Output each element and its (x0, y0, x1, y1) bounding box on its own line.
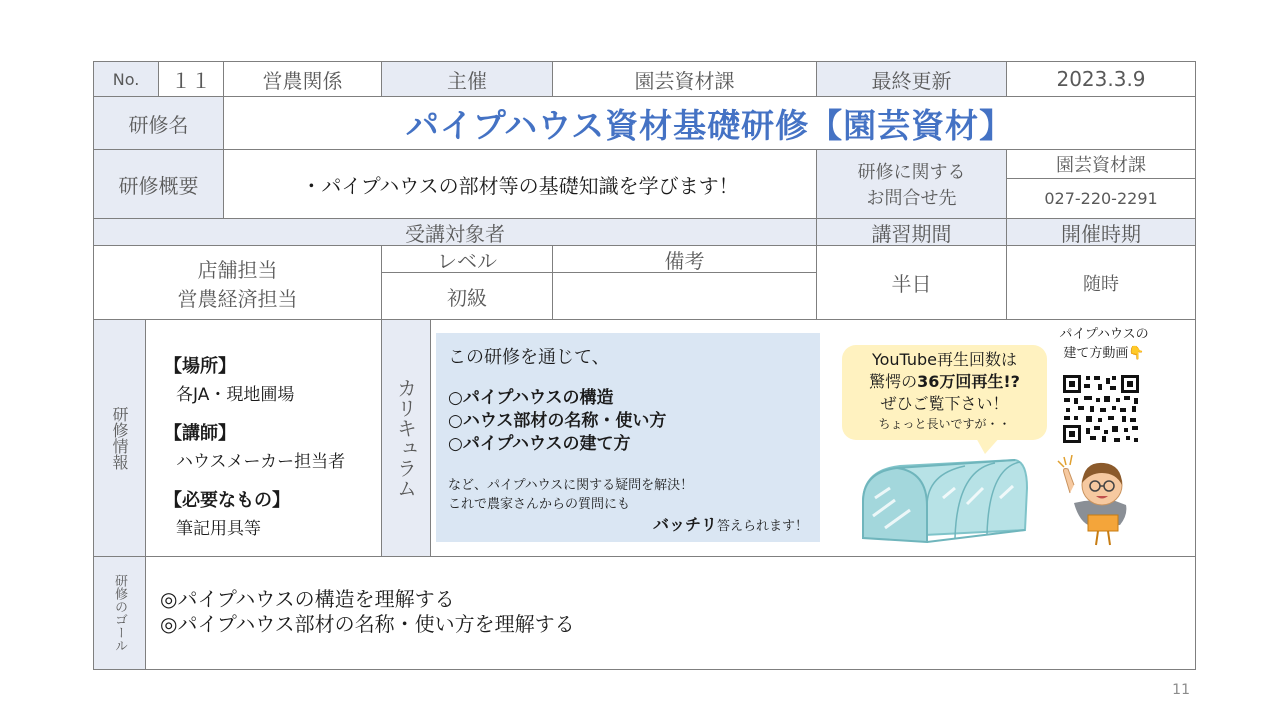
curriculum-point-1: ○パイプハウスの構造 (448, 388, 614, 408)
greenhouse-illustration (855, 458, 1030, 543)
overview-label: 研修概要 (93, 149, 224, 219)
training-name-label: 研修名 (93, 96, 224, 150)
curriculum-note-3-bold: バッチリ (652, 515, 717, 534)
bubble-line2-prefix: 驚愕の (869, 372, 918, 391)
youtube-bubble (842, 345, 1047, 440)
category: 営農関係 (223, 61, 382, 97)
goal-item-1: ◎パイプハウスの構造を理解する (160, 587, 455, 611)
qr-code[interactable] (1062, 374, 1140, 444)
place-value: 各JA・現地圃場 (176, 385, 295, 405)
goal-label: 研修のゴール (112, 574, 127, 652)
period-label: 講習期間 (816, 218, 1007, 246)
info-details (145, 319, 382, 557)
curriculum-point-2: ○ハウス部材の名称・使い方 (448, 411, 667, 431)
contact-label (816, 149, 1007, 219)
curriculum-label: カリキュラム (393, 378, 418, 498)
curriculum-note-1: など、パイプハウスに関する疑問を解決！ (448, 478, 694, 493)
items-value: 筆記用具等 (176, 519, 261, 539)
remarks-value (552, 272, 817, 320)
target-2: 営農経済担当 (177, 286, 298, 311)
contact-label-line2: お問合せ先 (866, 188, 957, 209)
timing-label: 開催時期 (1006, 218, 1196, 246)
contact-label-line1: 研修に関する (857, 162, 966, 183)
period-value: 半日 (816, 245, 1007, 320)
target-label: 受講対象者 (93, 218, 817, 246)
training-name-cell (223, 96, 1196, 150)
curriculum-box (436, 333, 820, 542)
bubble-line3: ぜひご覧下さい！ (880, 394, 1009, 413)
updated-label: 最終更新 (816, 61, 1007, 97)
goal-cell (145, 556, 1196, 670)
no-value: １１ (158, 61, 224, 97)
curriculum-note-2: これで農家さんからの質問にも (448, 497, 631, 512)
items-label: 【必要なもの】 (164, 490, 290, 511)
target-1: 店舗担当 (197, 257, 278, 282)
teacher-value: ハウスメーカー担当者 (176, 452, 346, 472)
info-label-cell (93, 319, 146, 557)
place-label: 【場所】 (164, 356, 236, 377)
bubble-tail (975, 436, 1001, 454)
curriculum-note-3-rest: 答えられます！ (716, 519, 808, 534)
bubble-line2-bold: 36万回再生!? (917, 372, 1020, 391)
bubble-line1: YouTube再生回数は (871, 350, 1018, 369)
organizer-value: 園芸資材課 (552, 61, 817, 97)
remarks-label: 備考 (552, 245, 817, 273)
curriculum-label-cell (381, 319, 431, 557)
goal-item-2: ◎パイプハウス部材の名称・使い方を理解する (160, 612, 575, 636)
contact-dept: 園芸資材課 (1006, 149, 1196, 179)
level-label: レベル (381, 245, 553, 273)
info-label: 研修情報 (110, 406, 129, 470)
bubble-line2 (852, 371, 1037, 393)
no-label: No. (93, 61, 159, 97)
page-title: パイプハウス資材基礎研修【園芸資材】 (405, 105, 1014, 145)
contact-phone: 027-220-2291 (1006, 178, 1196, 219)
teacher-label: 【講師】 (164, 423, 236, 444)
curriculum-note-3 (448, 514, 808, 538)
qr-caption-1: パイプハウスの (1059, 327, 1149, 342)
level-value: 初級 (381, 272, 553, 320)
goal-label-cell (93, 556, 146, 670)
organizer-label: 主催 (381, 61, 553, 97)
bubble-line4: ちょっと長いですが・・ (878, 417, 1011, 431)
curriculum-intro: この研修を通じて、 (448, 347, 610, 368)
overview-value: ・パイプハウスの部材等の基礎知識を学びます！ (223, 149, 817, 219)
qr-caption (1040, 325, 1168, 363)
qr-caption-2: 建て方動画👇 (1063, 346, 1145, 361)
target-values (93, 245, 382, 320)
timing-value: 随時 (1006, 245, 1196, 320)
curriculum-point-3: ○パイプハウスの建て方 (448, 434, 631, 454)
page-number: 11 (1172, 682, 1190, 698)
updated-value: 2023.3.9 (1006, 61, 1196, 97)
presenter-illustration (1050, 455, 1140, 547)
